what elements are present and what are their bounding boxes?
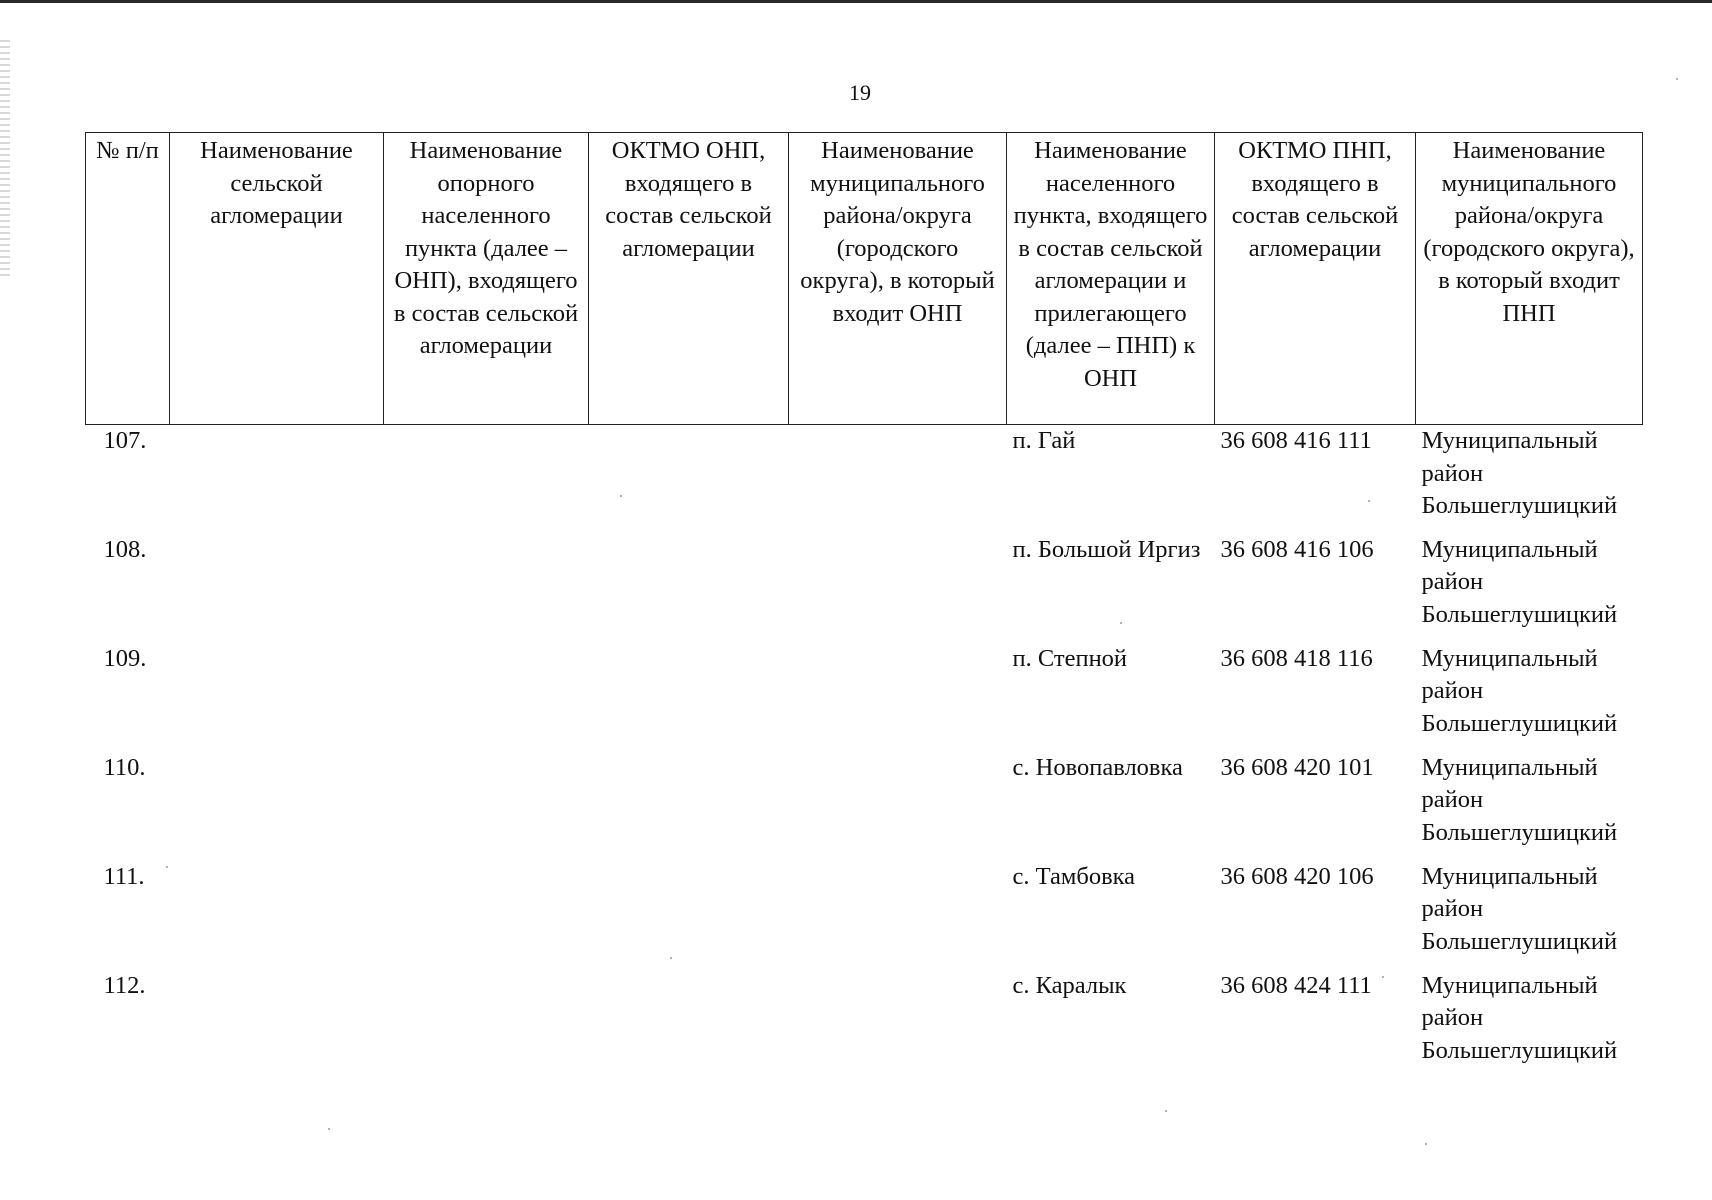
row-number: 110.: [103, 753, 146, 781]
scan-speck: [620, 495, 622, 497]
oktmo-cell: 36 608 420 106: [1220, 862, 1374, 890]
scan-speck: [1368, 500, 1370, 502]
header-agglomeration-name: Наименование сельской агломерации: [170, 133, 384, 425]
table-row: [86, 534, 1643, 643]
table-header-row: [86, 133, 1643, 425]
row-number: 107.: [103, 427, 147, 454]
onp-district-cell: [789, 534, 1007, 643]
onp-district-cell: [789, 643, 1007, 752]
table-row: [86, 752, 1643, 861]
table-row: [86, 861, 1643, 970]
scan-speck: [1382, 976, 1384, 978]
onp-oktmo-cell: [589, 861, 789, 970]
agglomeration-cell: [170, 425, 384, 534]
scan-edge-noise: [0, 40, 10, 280]
settlement-cell: п. Степной: [1012, 644, 1128, 672]
agglomeration-cell: [170, 534, 384, 643]
district-cell: Муниципальный район Большеглушицкий: [1421, 535, 1618, 628]
header-pnp-name: Наименование населенного пункта, входящего в состав сельской агломерации и прилегающего (далее – ПНП) к ОНП: [1007, 133, 1215, 425]
header-pnp-district: Наименование муниципального района/округа (городского округа), в который входит ПНП: [1416, 133, 1643, 425]
agglomeration-cell: [170, 643, 384, 752]
settlement-cell: п. Большой Иргиз: [1012, 535, 1201, 563]
table-row: [86, 970, 1643, 1079]
onp-cell: [384, 534, 589, 643]
onp-oktmo-cell: [589, 643, 789, 752]
settlement-cell: п. Гай: [1012, 427, 1076, 454]
onp-oktmo-cell: [589, 752, 789, 861]
onp-district-cell: [789, 752, 1007, 861]
row-number: 109.: [103, 644, 147, 672]
onp-district-cell: [789, 425, 1007, 534]
table-row: [86, 425, 1643, 534]
onp-oktmo-cell: [589, 534, 789, 643]
agglomeration-table: [85, 132, 1643, 1079]
row-number: 111.: [103, 862, 145, 890]
header-number: № п/п: [86, 133, 170, 425]
settlement-cell: с. Каралык: [1012, 971, 1127, 999]
top-border-line: [0, 0, 1712, 3]
onp-oktmo-cell: [589, 425, 789, 534]
scan-speck: [166, 866, 168, 868]
onp-cell: [384, 425, 589, 534]
district-cell: Муниципальный район Большеглушицкий: [1421, 644, 1618, 737]
onp-oktmo-cell: [589, 970, 789, 1079]
row-number: 108.: [103, 535, 147, 563]
settlement-cell: с. Новопавловка: [1012, 753, 1183, 781]
agglomeration-cell: [170, 752, 384, 861]
scan-speck: [1165, 1110, 1167, 1112]
oktmo-cell: 36 608 418 116: [1220, 644, 1373, 672]
header-pnp-oktmo: ОКТМО ПНП, входящего в состав сельской агломерации: [1215, 133, 1416, 425]
scan-speck: [670, 957, 672, 959]
scan-speck: [328, 1128, 330, 1130]
district-cell: Муниципальный район Большеглушицкий: [1421, 862, 1618, 955]
oktmo-cell: 36 608 416 111: [1220, 427, 1372, 454]
scan-speck: [1676, 78, 1678, 80]
page-number: 19: [849, 80, 871, 105]
table-row: [86, 643, 1643, 752]
onp-district-cell: [789, 970, 1007, 1079]
header-onp-district: Наименование муниципального района/округа (городского округа), в который входит ОНП: [789, 133, 1007, 425]
onp-cell: [384, 752, 589, 861]
row-number: 112.: [103, 971, 146, 999]
district-cell: Муниципальный район Большеглушицкий: [1421, 427, 1618, 519]
oktmo-cell: 36 608 424 111: [1220, 971, 1372, 999]
agglomeration-cell: [170, 861, 384, 970]
onp-district-cell: [789, 861, 1007, 970]
header-onp-oktmo: ОКТМО ОНП, входящего в состав сельской агломерации: [589, 133, 789, 425]
scan-speck: [1120, 622, 1122, 624]
district-cell: Муниципальный район Большеглушицкий: [1421, 971, 1618, 1064]
oktmo-cell: 36 608 416 106: [1220, 535, 1374, 563]
oktmo-cell: 36 608 420 101: [1220, 753, 1374, 781]
onp-cell: [384, 970, 589, 1079]
header-onp-name: Наименование опорного населенного пункта (далее – ОНП), входящего в состав сельской агломерации: [384, 133, 589, 425]
agglomeration-cell: [170, 970, 384, 1079]
district-cell: Муниципальный район Большеглушицкий: [1421, 753, 1618, 846]
settlement-cell: с. Тамбовка: [1012, 862, 1136, 890]
scan-speck: [1425, 1143, 1427, 1145]
onp-cell: [384, 861, 589, 970]
onp-cell: [384, 643, 589, 752]
